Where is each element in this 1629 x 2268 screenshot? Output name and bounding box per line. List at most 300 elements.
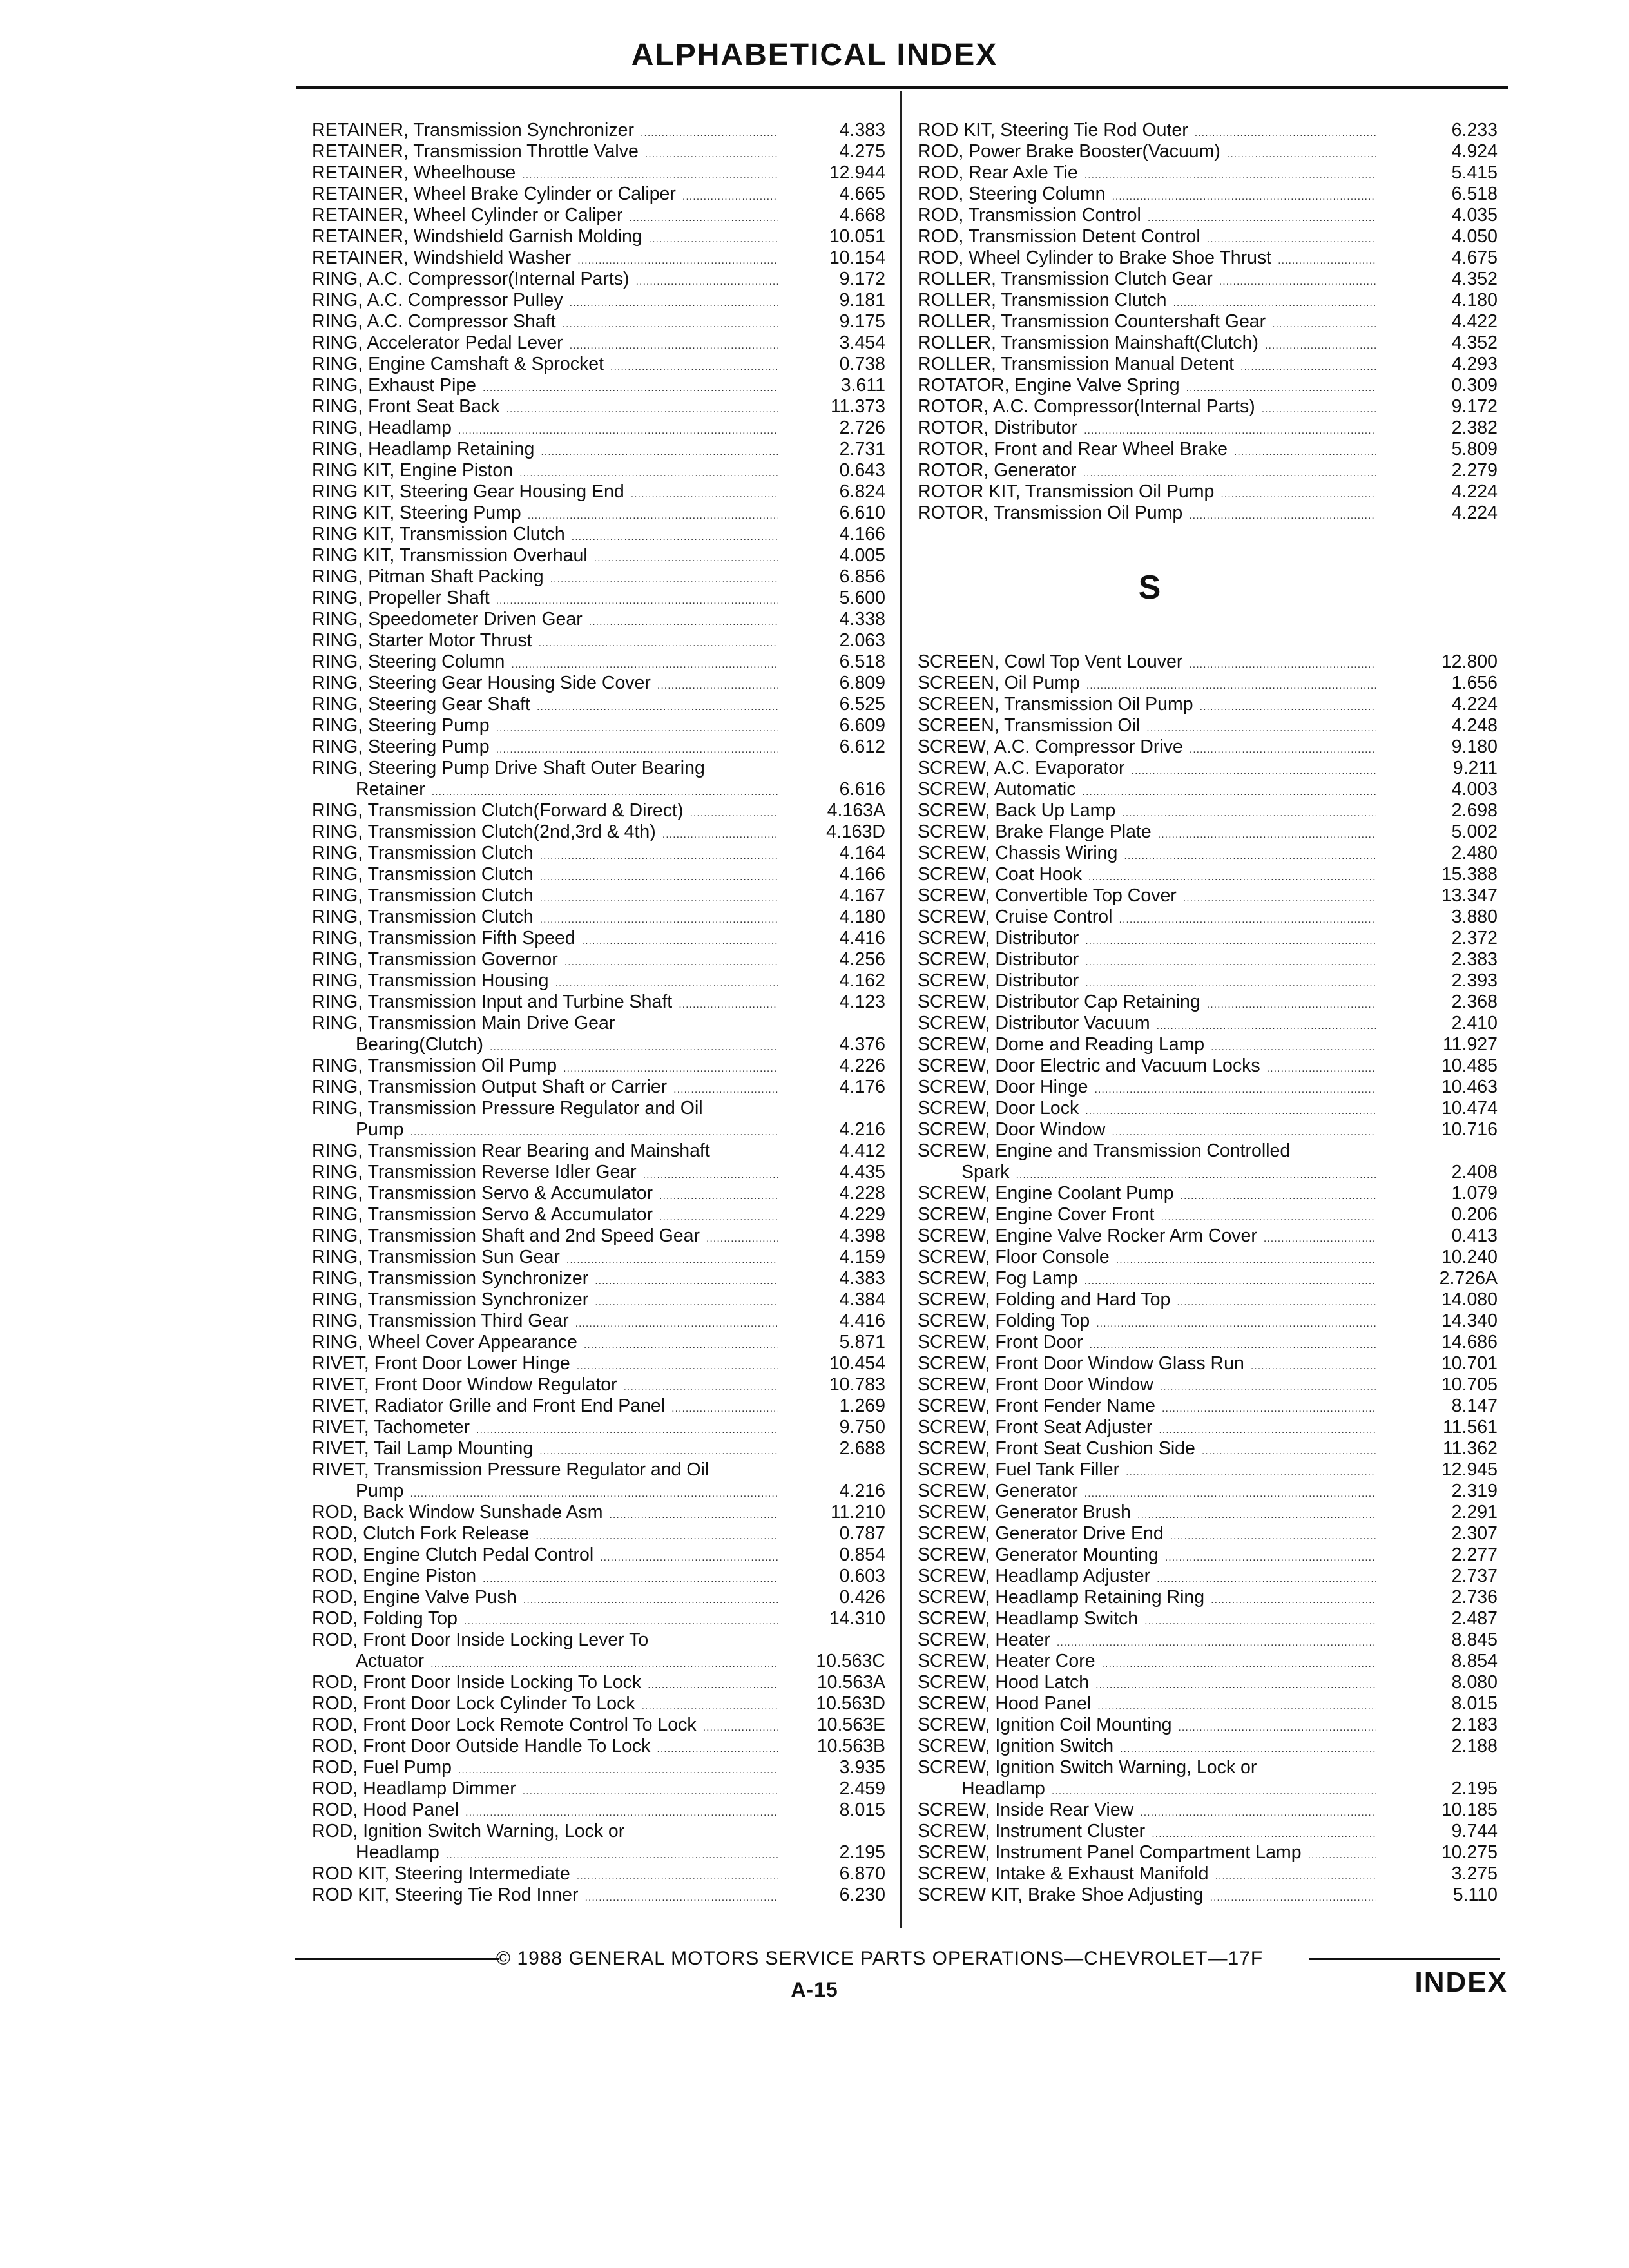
entry-description: SCREW KIT, Brake Shoe Adjusting bbox=[918, 1885, 1204, 1905]
entry-reference-number: 14.340 bbox=[1441, 1311, 1498, 1331]
page-title: ALPHABETICAL INDEX bbox=[631, 38, 998, 72]
entry-description: SCREW, Door Electric and Vacuum Locks bbox=[918, 1055, 1260, 1076]
entry-description-cell bbox=[312, 247, 778, 271]
entry-description: RING, Transmission Housing bbox=[312, 970, 549, 991]
entry-description-cell bbox=[312, 120, 778, 144]
entry-description-cell bbox=[918, 162, 1376, 186]
entry-reference-number: 8.015 bbox=[839, 1800, 885, 1820]
entry-reference-number: 10.240 bbox=[1441, 1247, 1498, 1267]
entry-reference-number: 6.609 bbox=[839, 715, 885, 736]
entry-description: RING, Transmission Governor bbox=[312, 949, 558, 970]
left-column bbox=[312, 120, 885, 1906]
entry-reference-number: 4.384 bbox=[839, 1289, 885, 1310]
index-entry bbox=[312, 1544, 885, 1566]
index-entry bbox=[312, 864, 885, 885]
entry-description: RETAINER, Wheel Cylinder or Caliper bbox=[312, 205, 623, 226]
entry-description: SCREW, Distributor bbox=[918, 970, 1079, 991]
index-entry bbox=[312, 247, 885, 269]
index-entry bbox=[918, 1077, 1498, 1098]
entry-description-cell bbox=[918, 1140, 1376, 1162]
entry-description-cell bbox=[312, 1289, 778, 1313]
entry-description: ROD, Engine Piston bbox=[312, 1566, 477, 1586]
entry-description: RING, A.C. Compressor Pulley bbox=[312, 290, 563, 311]
index-entry bbox=[918, 1396, 1498, 1417]
entry-reference-number: 0.854 bbox=[839, 1544, 885, 1565]
entry-description-cell bbox=[918, 1800, 1376, 1823]
entry-description: ROTOR KIT, Transmission Oil Pump bbox=[918, 481, 1215, 502]
index-entry bbox=[312, 311, 885, 332]
entry-description: SCREW, Door Lock bbox=[918, 1098, 1079, 1119]
entry-description-cell bbox=[918, 1055, 1376, 1079]
entry-description: RING, Steering Gear Shaft bbox=[312, 694, 530, 715]
index-entry bbox=[918, 439, 1498, 460]
index-entry bbox=[918, 418, 1498, 439]
entry-reference-number: 6.233 bbox=[1451, 120, 1498, 140]
index-entry bbox=[918, 1587, 1498, 1608]
entry-reference-number: 11.210 bbox=[830, 1502, 885, 1523]
index-entry bbox=[312, 1077, 885, 1098]
index-entry bbox=[312, 1587, 885, 1608]
entry-reference-number: 2.731 bbox=[839, 439, 885, 459]
entry-description-cell bbox=[918, 992, 1376, 1015]
entry-description: SCREW, Door Window bbox=[918, 1119, 1106, 1140]
entry-reference-number: 3.611 bbox=[840, 375, 885, 396]
entry-description: SCREW, Distributor bbox=[918, 949, 1079, 970]
entry-reference-number: 10.563D bbox=[816, 1693, 885, 1714]
entry-description-cell bbox=[918, 758, 1376, 782]
entry-reference-number: 0.413 bbox=[1451, 1225, 1498, 1246]
entry-reference-number: 10.563E bbox=[816, 1715, 885, 1735]
entry-reference-number: 9.172 bbox=[839, 269, 885, 289]
entry-description: ROLLER, Transmission Clutch Gear bbox=[918, 269, 1213, 289]
entry-reference-number: 0.426 bbox=[839, 1587, 885, 1608]
entry-description-cell bbox=[312, 970, 778, 994]
entry-reference-number: 10.275 bbox=[1441, 1842, 1498, 1863]
entry-reference-number: 8.080 bbox=[1451, 1672, 1498, 1693]
entry-reference-number: 14.310 bbox=[829, 1608, 885, 1629]
entry-description-cell bbox=[312, 439, 778, 463]
entry-reference-number: 11.362 bbox=[1442, 1438, 1498, 1459]
index-entry bbox=[312, 524, 885, 545]
entry-reference-number: 4.180 bbox=[839, 907, 885, 927]
entry-description-cell bbox=[918, 885, 1376, 909]
entry-reference-number: 5.415 bbox=[1451, 162, 1498, 183]
index-entry bbox=[918, 1268, 1498, 1289]
entry-reference-number: 3.935 bbox=[839, 1757, 885, 1778]
entry-description-cell bbox=[312, 1523, 778, 1547]
entry-description: SCREW, Ignition Switch bbox=[918, 1736, 1114, 1756]
entry-reference-number: 6.616 bbox=[839, 779, 885, 800]
entry-description: ROD, Front Door Inside Locking Lever To bbox=[312, 1629, 649, 1650]
entry-description-cell bbox=[312, 1651, 778, 1675]
entry-description-cell bbox=[918, 1119, 1376, 1143]
entry-description: Retainer bbox=[356, 779, 425, 800]
entry-reference-number: 4.435 bbox=[839, 1162, 885, 1182]
entry-description-cell bbox=[918, 1077, 1376, 1100]
entry-description: RING, Transmission Fifth Speed bbox=[312, 928, 575, 948]
index-entry bbox=[312, 630, 885, 651]
index-entry bbox=[918, 1140, 1498, 1162]
index-entry bbox=[918, 1608, 1498, 1629]
index-entry bbox=[918, 736, 1498, 758]
entry-description: RING, A.C. Compressor(Internal Parts) bbox=[312, 269, 630, 289]
index-entry bbox=[312, 332, 885, 354]
entry-reference-number: 6.518 bbox=[839, 651, 885, 672]
footer-rule-right bbox=[1309, 1958, 1500, 1960]
entry-description: RING, Transmission Reverse Idler Gear bbox=[312, 1162, 637, 1182]
right-column-rod-entries bbox=[918, 120, 1498, 524]
entry-description: SCREW, Inside Rear View bbox=[918, 1800, 1134, 1820]
index-entry-continuation bbox=[312, 1481, 885, 1502]
index-entry bbox=[312, 1162, 885, 1183]
entry-reference-number: 4.035 bbox=[1451, 205, 1498, 226]
footer bbox=[0, 1939, 1629, 1978]
index-entry bbox=[918, 1863, 1498, 1885]
entry-description: RING KIT, Steering Pump bbox=[312, 503, 521, 523]
index-entry bbox=[312, 1736, 885, 1757]
index-entry bbox=[312, 1332, 885, 1353]
entry-reference-number: 9.172 bbox=[1451, 396, 1498, 417]
entry-description-cell bbox=[312, 1608, 778, 1632]
index-entry bbox=[312, 1715, 885, 1736]
entry-description: ROD, Transmission Detent Control bbox=[918, 226, 1200, 247]
entry-reference-number: 14.080 bbox=[1441, 1289, 1498, 1310]
entry-reference-number: 2.277 bbox=[1451, 1544, 1498, 1565]
entry-description: RETAINER, Transmission Synchronizer bbox=[312, 120, 634, 140]
entry-description-cell bbox=[312, 1332, 778, 1356]
entry-reference-number: 2.383 bbox=[1451, 949, 1498, 970]
index-entry bbox=[918, 1119, 1498, 1140]
index-entry bbox=[918, 1672, 1498, 1693]
entry-reference-number: 5.002 bbox=[1451, 822, 1498, 842]
entry-description-cell bbox=[312, 418, 778, 441]
entry-description-cell bbox=[312, 1225, 778, 1249]
index-entry bbox=[312, 545, 885, 566]
entry-description: SCREW, Front Door Window bbox=[918, 1374, 1153, 1395]
entry-description-cell bbox=[918, 247, 1376, 271]
index-entry bbox=[312, 184, 885, 205]
entry-description: Spark bbox=[961, 1162, 1010, 1182]
index-entry bbox=[312, 694, 885, 715]
index-entry bbox=[918, 311, 1498, 332]
entry-reference-number: 4.176 bbox=[839, 1077, 885, 1097]
entry-reference-number: 6.870 bbox=[839, 1863, 885, 1884]
entry-description: SCREEN, Transmission Oil bbox=[918, 715, 1141, 736]
entry-description: RING, Transmission Pressure Regulator and Oil bbox=[312, 1098, 703, 1119]
entry-description-cell bbox=[918, 1183, 1376, 1207]
entry-description: RING, Transmission Sun Gear bbox=[312, 1247, 560, 1267]
entry-description: SCREW, Folding and Hard Top bbox=[918, 1289, 1171, 1310]
entry-description: Pump bbox=[356, 1119, 404, 1140]
index-entry bbox=[312, 205, 885, 226]
entry-description: Bearing(Clutch) bbox=[356, 1034, 483, 1055]
entry-reference-number: 2.698 bbox=[1451, 800, 1498, 821]
entry-reference-number: 9.750 bbox=[839, 1417, 885, 1437]
entry-description-cell bbox=[918, 651, 1376, 675]
entry-description-cell bbox=[918, 1289, 1376, 1313]
entry-description-cell bbox=[312, 1119, 778, 1143]
entry-reference-number: 4.003 bbox=[1451, 779, 1498, 800]
index-entry bbox=[918, 1885, 1498, 1906]
entry-reference-number: 12.944 bbox=[829, 162, 885, 183]
entry-description-cell bbox=[918, 843, 1376, 867]
title-rule bbox=[296, 86, 1508, 89]
index-entry bbox=[312, 1098, 885, 1119]
dot-leader bbox=[584, 1887, 778, 1908]
entry-description: ROD, Clutch Fork Release bbox=[312, 1523, 530, 1544]
entry-description-cell bbox=[918, 779, 1376, 803]
entry-description: SCREW, Engine Cover Front bbox=[918, 1204, 1155, 1225]
entry-description: RING KIT, Transmission Overhaul bbox=[312, 545, 588, 566]
entry-description: ROD, Steering Column bbox=[918, 184, 1106, 204]
entry-reference-number: 8.845 bbox=[1451, 1629, 1498, 1650]
entry-description-cell bbox=[918, 1459, 1376, 1483]
entry-description-cell bbox=[918, 269, 1376, 293]
entry-description-cell bbox=[918, 460, 1376, 484]
entry-description-cell bbox=[918, 907, 1376, 930]
entry-reference-number: 2.291 bbox=[1451, 1502, 1498, 1523]
index-entry bbox=[918, 843, 1498, 864]
entry-reference-number: 0.206 bbox=[1451, 1204, 1498, 1225]
entry-description-cell bbox=[312, 1800, 778, 1823]
entry-description-cell bbox=[918, 1863, 1376, 1887]
index-entry bbox=[312, 354, 885, 375]
entry-reference-number: 4.229 bbox=[839, 1204, 885, 1225]
entry-description-cell bbox=[312, 162, 778, 186]
index-entry bbox=[312, 1247, 885, 1268]
index-entry bbox=[918, 332, 1498, 354]
entry-description: RING, Engine Camshaft & Sprocket bbox=[312, 354, 604, 374]
entry-description: RING, Transmission Rear Bearing and Mainshaft bbox=[312, 1140, 710, 1161]
entry-description: SCREW, Fog Lamp bbox=[918, 1268, 1078, 1289]
index-entry bbox=[312, 1502, 885, 1523]
entry-description-cell bbox=[312, 1034, 778, 1058]
entry-reference-number: 4.216 bbox=[839, 1119, 885, 1140]
index-entry bbox=[312, 1311, 885, 1332]
entry-description-cell bbox=[312, 226, 778, 250]
entry-description-cell bbox=[312, 1247, 778, 1271]
entry-description-cell bbox=[312, 928, 778, 952]
index-entry bbox=[312, 1268, 885, 1289]
entry-description-cell bbox=[312, 1396, 778, 1419]
entry-reference-number: 10.716 bbox=[1441, 1119, 1498, 1140]
entry-description: RETAINER, Windshield Washer bbox=[312, 247, 572, 268]
index-entry bbox=[918, 141, 1498, 162]
entry-description: RING, Transmission Clutch bbox=[312, 864, 534, 885]
entry-reference-number: 0.309 bbox=[1451, 375, 1498, 396]
entry-reference-number: 1.269 bbox=[839, 1396, 885, 1416]
index-entry bbox=[312, 290, 885, 311]
entry-description-cell bbox=[312, 396, 778, 420]
entry-description-cell bbox=[312, 1417, 778, 1441]
entry-description-cell bbox=[312, 311, 778, 335]
entry-description-cell bbox=[918, 354, 1376, 378]
entry-description: RING, Starter Motor Thrust bbox=[312, 630, 532, 651]
entry-description-cell bbox=[312, 481, 778, 505]
entry-description-cell bbox=[312, 184, 778, 207]
entry-reference-number: 4.248 bbox=[1451, 715, 1498, 736]
entry-description-cell bbox=[918, 120, 1376, 144]
entry-reference-number: 4.256 bbox=[839, 949, 885, 970]
index-entry-continuation bbox=[312, 1034, 885, 1055]
entry-description: SCREW, Instrument Cluster bbox=[918, 1821, 1146, 1841]
entry-description: SCREW, Engine Coolant Pump bbox=[918, 1183, 1174, 1204]
index-entry bbox=[312, 120, 885, 141]
entry-description: RING, Transmission Servo & Accumulator bbox=[312, 1183, 653, 1204]
index-entry bbox=[312, 1885, 885, 1906]
index-entry bbox=[312, 226, 885, 247]
entry-description-cell bbox=[918, 1693, 1376, 1717]
index-entry bbox=[918, 481, 1498, 503]
index-entry bbox=[312, 715, 885, 736]
index-entry bbox=[312, 822, 885, 843]
entry-reference-number: 2.408 bbox=[1451, 1162, 1498, 1182]
entry-description: Headlamp bbox=[961, 1778, 1045, 1799]
entry-description: SCREW, Heater bbox=[918, 1629, 1050, 1650]
entry-description-cell bbox=[312, 1098, 778, 1119]
entry-reference-number: 10.154 bbox=[829, 247, 885, 268]
entry-description: SCREW, Front Door bbox=[918, 1332, 1083, 1352]
entry-reference-number: 4.675 bbox=[1451, 247, 1498, 268]
entry-description: RING, Transmission Shaft and 2nd Speed Gear bbox=[312, 1225, 700, 1246]
entry-description: SCREW, Fuel Tank Filler bbox=[918, 1459, 1120, 1480]
entry-description: RING, Transmission Clutch bbox=[312, 907, 534, 927]
entry-description: ROTOR, A.C. Compressor(Internal Parts) bbox=[918, 396, 1255, 417]
entry-reference-number: 2.410 bbox=[1451, 1013, 1498, 1033]
entry-description-cell bbox=[312, 141, 778, 165]
entry-reference-number: 10.463 bbox=[1441, 1077, 1498, 1097]
entry-reference-number: 3.275 bbox=[1451, 1863, 1498, 1884]
entry-reference-number: 2.368 bbox=[1451, 992, 1498, 1012]
index-entry bbox=[918, 1055, 1498, 1077]
entry-description-cell bbox=[918, 1629, 1376, 1653]
index-entry bbox=[312, 1183, 885, 1204]
entry-description: RING KIT, Steering Gear Housing End bbox=[312, 481, 624, 502]
index-entry bbox=[918, 396, 1498, 418]
entry-description-cell bbox=[312, 1629, 778, 1651]
entry-reference-number: 5.600 bbox=[839, 588, 885, 608]
entry-description-cell bbox=[312, 736, 778, 760]
entry-description: ROTOR, Generator bbox=[918, 460, 1077, 481]
entry-reference-number: 4.005 bbox=[839, 545, 885, 566]
entry-description: ROLLER, Transmission Manual Detent bbox=[918, 354, 1235, 374]
entry-reference-number: 4.163D bbox=[826, 822, 885, 842]
entry-reference-number: 6.856 bbox=[839, 566, 885, 587]
entry-reference-number: 4.383 bbox=[839, 1268, 885, 1289]
entry-description: SCREW, Distributor bbox=[918, 928, 1079, 948]
index-entry bbox=[918, 1715, 1498, 1736]
index-entry bbox=[312, 1566, 885, 1587]
entry-description-cell bbox=[312, 992, 778, 1015]
index-entry bbox=[312, 1013, 885, 1034]
entry-description: RING, Transmission Clutch bbox=[312, 885, 534, 906]
entry-reference-number: 8.854 bbox=[1451, 1651, 1498, 1671]
index-entry bbox=[918, 162, 1498, 184]
index-entry bbox=[918, 651, 1498, 673]
entry-reference-number: 3.454 bbox=[839, 332, 885, 353]
entry-description: SCREW, Cruise Control bbox=[918, 907, 1113, 927]
index-entry bbox=[918, 673, 1498, 694]
index-entry bbox=[918, 503, 1498, 524]
index-entry bbox=[312, 566, 885, 588]
entry-description-cell bbox=[312, 609, 778, 633]
entry-reference-number: 8.015 bbox=[1451, 1693, 1498, 1714]
entry-description: SCREW, Brake Flange Plate bbox=[918, 822, 1152, 842]
entry-description-cell bbox=[312, 673, 778, 697]
entry-description: SCREW, Headlamp Retaining Ring bbox=[918, 1587, 1205, 1608]
entry-reference-number: 2.195 bbox=[839, 1842, 885, 1863]
index-entry bbox=[312, 843, 885, 864]
entry-reference-number: 11.373 bbox=[830, 396, 885, 417]
entry-description: RING, Speedometer Driven Gear bbox=[312, 609, 583, 629]
index-entry bbox=[312, 928, 885, 949]
entry-description: SCREW, Automatic bbox=[918, 779, 1076, 800]
index-entry bbox=[918, 1183, 1498, 1204]
entry-description: SCREW, Generator Drive End bbox=[918, 1523, 1164, 1544]
entry-reference-number: 10.563C bbox=[816, 1651, 885, 1671]
entry-description-cell bbox=[918, 1311, 1376, 1334]
entry-description: ROD, Front Door Lock Cylinder To Lock bbox=[312, 1693, 635, 1714]
entry-description-cell bbox=[918, 1481, 1376, 1504]
index-entry bbox=[312, 1523, 885, 1544]
entry-description-cell bbox=[312, 1013, 778, 1034]
entry-description: SCREW, Intake & Exhaust Manifold bbox=[918, 1863, 1209, 1884]
entry-description-cell bbox=[312, 1672, 778, 1696]
entry-description: ROLLER, Transmission Mainshaft(Clutch) bbox=[918, 332, 1259, 353]
entry-reference-number: 10.705 bbox=[1441, 1374, 1498, 1395]
entry-description: SCREEN, Cowl Top Vent Louver bbox=[918, 651, 1183, 672]
entry-description: RETAINER, Transmission Throttle Valve bbox=[312, 141, 639, 162]
entry-description-cell bbox=[312, 715, 778, 739]
entry-description: RETAINER, Windshield Garnish Molding bbox=[312, 226, 642, 247]
entry-description-cell bbox=[918, 1268, 1376, 1292]
index-entry bbox=[312, 1608, 885, 1629]
index-entry bbox=[918, 907, 1498, 928]
entry-description-cell bbox=[918, 375, 1376, 399]
entry-reference-number: 4.275 bbox=[839, 141, 885, 162]
copyright-line: © 1988 GENERAL MOTORS SERVICE PARTS OPERATIONS—CHEVROLET—17F bbox=[496, 1948, 1264, 1969]
entry-description: ROD, Headlamp Dimmer bbox=[312, 1778, 516, 1799]
entry-description: SCREW, Distributor Vacuum bbox=[918, 1013, 1150, 1033]
entry-description-cell bbox=[918, 1247, 1376, 1271]
index-entry bbox=[918, 1566, 1498, 1587]
index-entry bbox=[312, 885, 885, 907]
entry-description-cell bbox=[918, 1778, 1376, 1802]
entry-description-cell bbox=[312, 1885, 778, 1908]
entry-description: ROD KIT, Steering Tie Rod Outer bbox=[918, 120, 1188, 140]
entry-description-cell bbox=[312, 460, 778, 484]
entry-reference-number: 4.164 bbox=[839, 843, 885, 863]
index-entry bbox=[312, 1821, 885, 1842]
index-entry bbox=[918, 715, 1498, 736]
entry-description: RING, Headlamp Retaining bbox=[312, 439, 535, 459]
entry-reference-number: 4.224 bbox=[1451, 694, 1498, 715]
entry-reference-number: 2.480 bbox=[1451, 843, 1498, 863]
entry-description-cell bbox=[918, 1374, 1376, 1398]
entry-description: RING, Transmission Output Shaft or Carrier bbox=[312, 1077, 668, 1097]
index-entry-continuation bbox=[918, 1778, 1498, 1800]
entry-reference-number: 10.563A bbox=[816, 1672, 885, 1693]
entry-description: RING, Transmission Clutch(2nd,3rd & 4th) bbox=[312, 822, 656, 842]
entry-description-cell bbox=[312, 332, 778, 356]
entry-description-cell bbox=[312, 503, 778, 526]
section-letter-heading: S bbox=[1138, 569, 1161, 606]
entry-reference-number: 4.163A bbox=[827, 800, 885, 821]
entry-description-cell bbox=[918, 1438, 1376, 1462]
index-entry bbox=[312, 1693, 885, 1715]
entry-description: SCREW, Folding Top bbox=[918, 1311, 1090, 1331]
entry-description-cell bbox=[312, 1715, 778, 1738]
